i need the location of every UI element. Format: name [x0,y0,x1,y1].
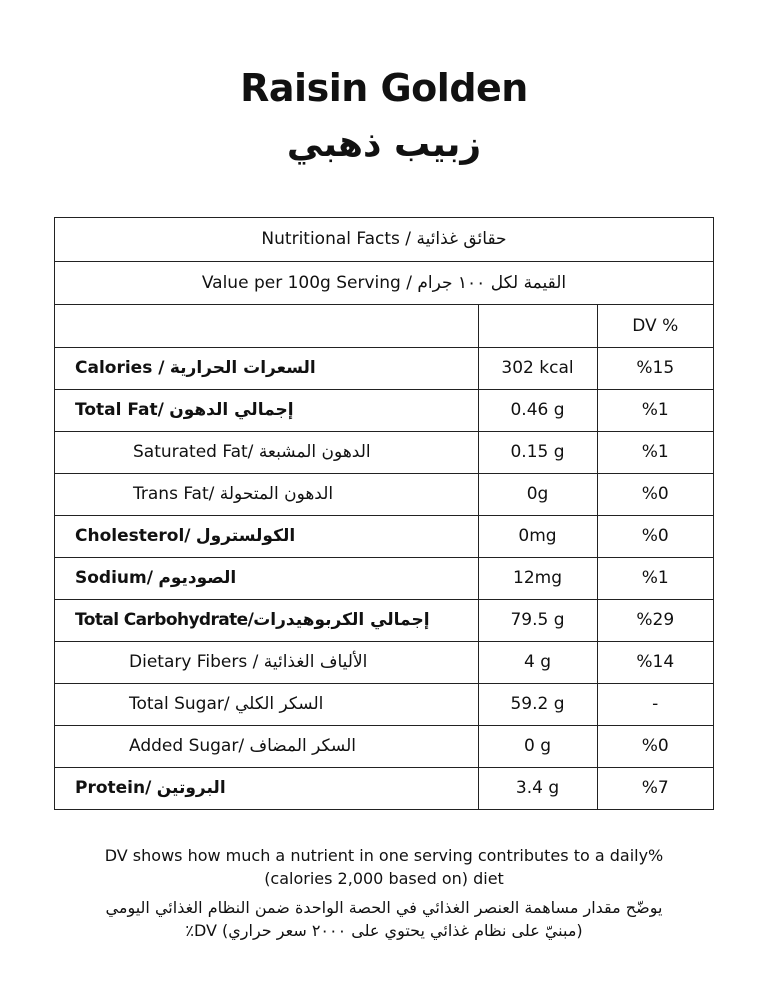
nutrient-dv: %1 [597,431,713,473]
nutrient-dv: - [597,683,713,725]
table-row [55,683,713,725]
nutrient-label: Saturated Fat/ الدهون المشبعة [133,442,371,462]
nutrient-dv: %7 [641,778,669,799]
product-title-arabic: زبيب ذهبي [286,124,482,165]
nutrient-label: Cholesterol/ الكولسترول [75,526,296,546]
nutrient-value: 3.4 g [478,767,597,809]
facts-header [55,218,713,262]
nutrient-value: 0g [478,473,597,515]
nutrient-value: 302 kcal [478,347,597,389]
footnote-ar-line2: (مبنيّ على نظام غذائي يحتوي على ٢٠٠٠ سعر حراري) DV٪ [185,921,583,940]
serving-label: Value per 100g Serving / القيمة لكل ١٠٠ جرام [201,272,567,293]
footnote-ar-line1: يوضّح مقدار مساهمة العنصر الغذائي في الحصة الواحدة ضمن النظام الغذائي اليومي [105,898,663,917]
nutrient-dv: %15 [597,347,713,389]
nutrient-label: Total Fat/ إجمالي الدهون [75,400,294,420]
nutrient-label: Sodium/ الصوديوم [75,568,237,588]
product-title: Raisin Golden [240,66,528,110]
nutrient-value: 0.15 g [478,431,597,473]
nutrient-value: 79.5 g [478,599,597,641]
empty-header-cell [55,305,478,347]
nutrient-dv: %1 [597,557,713,599]
nutrient-dv: %14 [597,641,713,683]
nutrient-label: Added Sugar/ السكر المضاف [129,736,356,756]
table-row [55,515,713,557]
nutrient-dv: %29 [597,599,713,641]
dv-column-header: DV % [597,305,713,347]
table-row [55,599,713,641]
nutrition-facts-table [54,217,714,810]
nutrient-value: 59.2 g [478,683,597,725]
table-row [55,347,713,389]
nutrient-dv: %0 [597,473,713,515]
nutrient-label: Trans Fat/ الدهون المتحولة [133,484,334,504]
table-row [55,557,713,599]
table-row [55,725,713,767]
nutrient-dv: %0 [597,725,713,767]
footnote-en-line2: (calories 2,000 based on) diet [264,869,504,888]
nutrient-value: 0.46 g [478,389,597,431]
table-row [55,473,713,515]
serving-header [55,262,713,306]
nutrient-label: Total Sugar/ السكر الكلي [129,694,324,714]
nutrient-label: Protein/ البروتين [75,778,226,799]
nutrient-value: 4 g [478,641,597,683]
nutrient-label: Calories / السعرات الحرارية [75,358,316,378]
nutrient-label: Dietary Fibers / الألياف الغذائية [129,652,368,672]
nutrient-dv: %1 [597,389,713,431]
table-row [55,431,713,473]
empty-value-header-cell [478,305,597,347]
table-row [55,389,713,431]
table-row [55,641,713,683]
nutrient-value: 12mg [478,557,597,599]
nutrient-dv: %0 [597,515,713,557]
table-row [55,767,713,809]
nutrient-label: Total Carbohydrate/إجمالي الكربوهيدرات [75,610,430,630]
nutrient-value: 0 g [478,725,597,767]
facts-header-label: Nutritional Facts / حقائق غذائية [261,229,507,250]
nutrient-grid [55,305,713,809]
column-header-row [55,305,713,347]
nutrient-value: 0mg [478,515,597,557]
footnote-en-line1: DV shows how much a nutrient in one serving contributes to a daily% [104,846,664,865]
